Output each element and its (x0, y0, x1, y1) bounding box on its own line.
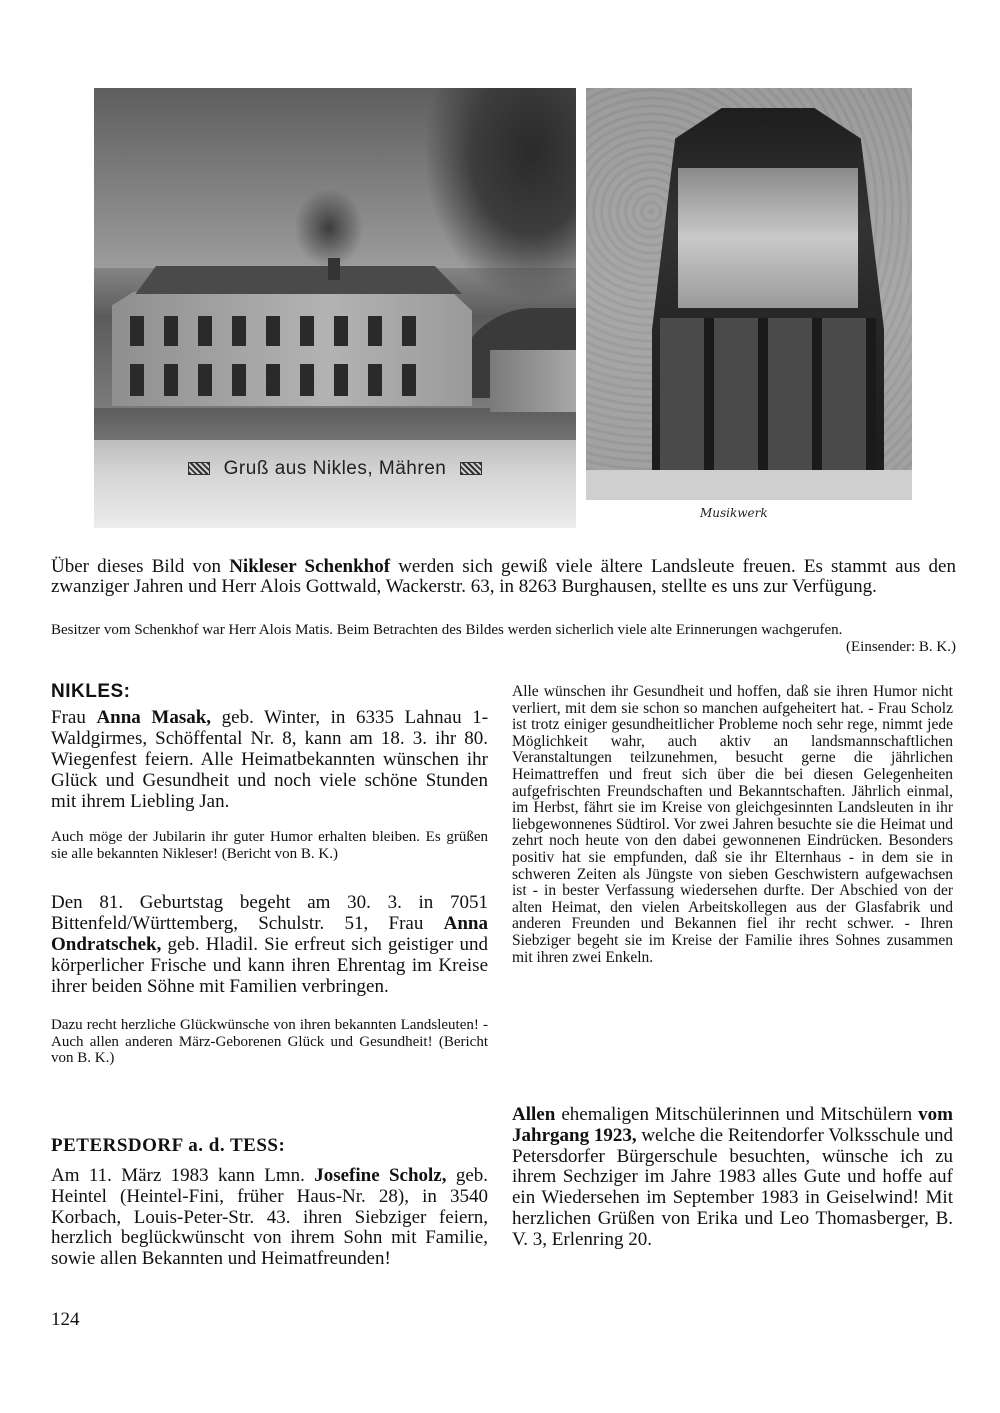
intro-sender: (Einsender: B. K.) (846, 639, 956, 655)
text: geb. Hladil. Sie erfreut sich geistiger und körperlicher Frische und kann ihren Ehrentag im Kreise ihrer beiden Söhne mit Familien verbringen. (51, 934, 488, 997)
ornament-icon (460, 462, 482, 475)
nikles-paragraph-1 (51, 707, 488, 812)
intro-paragraph (51, 557, 956, 596)
nikles-paragraph-4: Dazu recht herzliche Glückwünsche von ihren bekannten Landsleuten! - Auch allen anderen März-Geborenen Glück und Gesundheit! (Bericht von B. K.) (51, 1017, 488, 1066)
person-name: Josefine Scholz, (314, 1165, 447, 1186)
bold-text: vom Jahrgang 1923, (512, 1104, 953, 1146)
petersdorf-paragraph-1 (51, 1166, 488, 1270)
petersdorf-paragraph-2: Alle wünschen ihr Gesundheit und hoffen, daß sie ihren Humor nicht verliert, mit dem sie schon so manchen aufgeheitert hat. - Frau Scholz ist trotz einiger gesundheitlicher Probleme noch sehr rege, nimmt jede Möglichkeit wahr, auch aktiv an landsmannschaftlichen Veranstaltungen teilzunehmen, besucht gerne die jährlichen Heimattreffen und freut sich über die bei diesen Gelegenheiten aufgefrischten Freundschaften und Bekanntschaften. Jährlich einmal, im Herbst, fährt sie im Kreise von gleichgesinnten Landsleuten in ihr liebgewonnenes Südtirol. Vor zwei Jahren besuchte sie die Heimat und zehrt noch heute von den dabei gewonnenen Eindrücken. Besonders positiv hat sie empfunden, daß sie ihr Elternhaus - in dem sie in schweren Zeiten als Jüngste von sieben Geschwistern aufgewachsen ist - in bester Verfassung wiedersehen durfte. Der Abschied von der alten Heimat, den vielen Arbeitskollegen aus der Glasfabrik und anderen Freunden und Bekannen fiel ihr recht schwer. - Ihren Siebziger begeht sie im Kreise der Familie ihres Sohnes zusammen mit ihren zwei Enkeln. (512, 683, 953, 966)
intro-note: Besitzer vom Schenkhof war Herr Alois Matis. Beim Betrachten des Bildes werden sicherlich viele alte Erinnerungen wachgerufen. (51, 622, 843, 638)
intro-text: Über dieses Bild von (51, 556, 230, 577)
text: geb. Heintel (Heintel-Fini, früher Haus-Nr. 28), in 3540 Korbach, Louis-Peter-Str. 43. ihren Siebziger feiern, herzlich beglückwünscht von ihrem Sohn mit Familie, sowie allen Bekannten und Heimatfreunden! (51, 1165, 488, 1270)
text: geb. Winter, in 6335 Lahnau 1-Waldgirmes, Schöffental Nr. 8, kann am 18. 3. ihr 80. Wiegenfest feiern. Alle Heimatbekannten wünschen ihr Glück und Gesundheit und noch viele schöne Stunden mit ihrem Liebling Jan. (51, 707, 489, 812)
text: Den 81. Geburtstag begeht am 30. 3. in 7051 Bittenfeld/Württemberg, Schulstr. 51, Frau (51, 892, 488, 934)
classmates-paragraph (512, 1105, 953, 1251)
section-heading-nikles: NIKLES: (51, 681, 131, 702)
photo-left-caption (94, 458, 576, 480)
page-number: 124 (51, 1309, 80, 1330)
text: ehemaligen Mitschülerinnen und Mitschülern (555, 1104, 919, 1125)
photo-musikwerk (586, 88, 912, 500)
bold-text: Allen (512, 1104, 556, 1125)
ornament-icon (188, 462, 210, 475)
person-name: Anna Masak, (96, 707, 212, 728)
left-caption-text: Gruß aus Nikles, Mähren (223, 458, 447, 479)
person-name: Anna Ondratschek, (51, 913, 488, 955)
nikles-paragraph-2: Auch möge der Jubilarin ihr guter Humor erhalten bleiben. Es grüßen sie alle bekannten Nikleser! (Bericht von B. K.) (51, 829, 488, 862)
text: Am 11. März 1983 kann Lmn. (51, 1165, 315, 1186)
intro-text: werden sich gewiß viele ältere Landsleute freuen. Es stammt aus den zwanziger Jahren und Herr Alois Gottwald, Wackerstr. 63, in 8263 Burghausen, stellte es uns zur Verfügung. (51, 556, 956, 597)
intro-bold-name: Nikleser Schenkhof (229, 556, 391, 577)
text: Frau (51, 707, 97, 728)
text: welche die Reitendorfer Volksschule und Petersdorfer Bürgerschule besuchten, wünsche ich zu ihrem Sechziger im Jahre 1983 alles Gute und hoffe auf ein Wiedersehen im September 1983 in Geiselwind! Mit herzlichen Grüßen von Erika und Leo Thomasberger, B. V. 3, Erlenring 20. (512, 1124, 953, 1250)
nikles-paragraph-3 (51, 892, 488, 997)
photo-right-caption: Musikwerk (700, 506, 768, 520)
section-heading-petersdorf: PETERSDORF a. d. TESS: (51, 1135, 286, 1156)
